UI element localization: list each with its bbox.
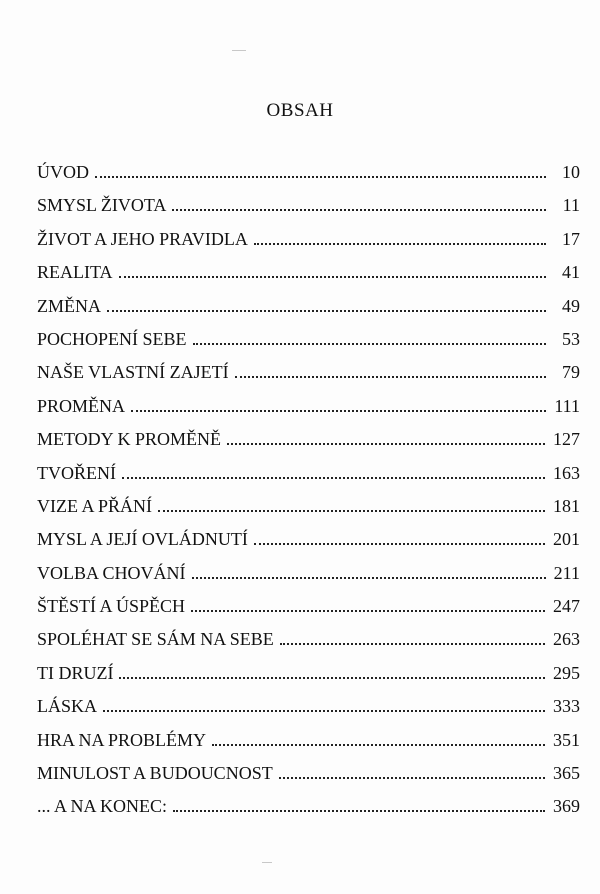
toc-entry-label: MYSL A JEJÍ OVLÁDNUTÍ bbox=[37, 529, 248, 550]
toc-dot-leader bbox=[172, 209, 546, 211]
toc-dot-leader bbox=[173, 810, 545, 812]
toc-dot-leader bbox=[191, 610, 545, 612]
toc-entry-label: SPOLÉHAT SE SÁM NA SEBE bbox=[37, 629, 274, 650]
toc-dot-leader bbox=[119, 276, 546, 278]
toc-entry-label: NAŠE VLASTNÍ ZAJETÍ bbox=[37, 362, 229, 383]
toc-entry bbox=[37, 457, 580, 490]
toc-entry-page-number: 369 bbox=[553, 796, 580, 817]
toc-dot-leader bbox=[103, 710, 545, 712]
toc-entry-label: VOLBA CHOVÁNÍ bbox=[37, 562, 186, 583]
toc-entry-label: TI DRUZÍ bbox=[37, 662, 114, 683]
toc-dot-leader bbox=[254, 243, 546, 245]
toc-dot-leader bbox=[280, 643, 545, 645]
toc-dot-leader bbox=[254, 543, 545, 545]
toc-entry bbox=[37, 290, 580, 323]
toc-entry-label: VIZE A PŘÁNÍ bbox=[37, 495, 153, 516]
toc-dot-leader bbox=[235, 376, 546, 378]
toc-entry-page-number: 10 bbox=[562, 162, 580, 182]
toc-entry-label: ŠTĚSTÍ A ÚSPĚCH bbox=[37, 596, 186, 617]
toc-dot-leader bbox=[95, 176, 546, 178]
toc-entry-page-number: 111 bbox=[554, 395, 580, 416]
toc-entry-page-number: 333 bbox=[553, 696, 580, 717]
toc-entry-page-number: 163 bbox=[553, 462, 580, 483]
toc-entry bbox=[37, 490, 580, 523]
toc-entry-label: REALITA bbox=[37, 262, 113, 283]
scan-artifact-top bbox=[232, 50, 246, 51]
toc-entry-page-number: 41 bbox=[562, 262, 580, 283]
toc-entry-label: PROMĚNA bbox=[37, 395, 126, 416]
toc-entry bbox=[37, 590, 580, 623]
toc-entry-label: TVOŘENÍ bbox=[37, 462, 116, 483]
toc-entry-page-number: 49 bbox=[562, 295, 580, 316]
toc-entry-label: ... A NA KONEC: bbox=[37, 796, 168, 817]
toc-title: OBSAH bbox=[266, 100, 334, 121]
toc-entry-label: ZMĚNA bbox=[37, 295, 101, 316]
toc-entry-page-number: 127 bbox=[553, 429, 580, 450]
toc-dot-leader bbox=[131, 410, 546, 412]
toc-dot-leader bbox=[122, 477, 545, 479]
toc-dot-leader bbox=[227, 443, 545, 445]
toc-entry-page-number: 211 bbox=[553, 562, 580, 583]
toc-entry bbox=[37, 423, 580, 456]
toc-entry bbox=[37, 724, 580, 757]
toc-dot-leader bbox=[107, 310, 546, 312]
toc-entry-label: HRA NA PROBLÉMY bbox=[37, 729, 207, 750]
toc-dot-leader bbox=[279, 777, 545, 779]
toc-entry-label: SMYSL ŽIVOTA bbox=[37, 195, 167, 216]
toc-entry bbox=[37, 356, 580, 389]
toc-dot-leader bbox=[193, 343, 546, 345]
toc-entry bbox=[37, 557, 580, 590]
toc-entry bbox=[37, 657, 580, 690]
toc-entry bbox=[37, 323, 580, 356]
toc-entry-label: MINULOST A BUDOUCNOST bbox=[37, 763, 273, 784]
toc-entry bbox=[37, 156, 580, 189]
toc-entry-page-number: 11 bbox=[562, 195, 580, 216]
toc-dot-leader bbox=[158, 510, 545, 512]
toc-entry bbox=[37, 523, 580, 556]
toc-entry-page-number: 351 bbox=[553, 729, 580, 750]
toc-entry bbox=[37, 223, 580, 256]
toc-entry bbox=[37, 790, 580, 823]
toc-entry-label: ŽIVOT A JEHO PRAVIDLA bbox=[37, 228, 248, 249]
scan-artifact-bottom bbox=[262, 862, 272, 863]
toc-entry-label: LÁSKA bbox=[37, 696, 98, 717]
toc-entry-page-number: 201 bbox=[553, 529, 580, 550]
toc-dot-leader bbox=[212, 744, 545, 746]
toc-entry bbox=[37, 390, 580, 423]
toc-entry-page-number: 181 bbox=[553, 495, 580, 516]
toc-entry bbox=[37, 690, 580, 723]
toc-entry-label: ÚVOD bbox=[37, 162, 89, 182]
toc-entry bbox=[37, 757, 580, 790]
toc-entry-page-number: 365 bbox=[553, 763, 580, 784]
toc-entry-page-number: 247 bbox=[553, 596, 580, 617]
toc-entry-page-number: 17 bbox=[562, 228, 580, 249]
toc-entry bbox=[37, 256, 580, 289]
table-of-contents bbox=[37, 156, 580, 824]
toc-dot-leader bbox=[119, 677, 545, 679]
toc-entry bbox=[37, 189, 580, 222]
toc-entry-page-number: 263 bbox=[553, 629, 580, 650]
toc-entry-label: METODY K PROMĚNĚ bbox=[37, 429, 222, 450]
toc-entry-page-number: 79 bbox=[562, 362, 580, 383]
toc-entry-label: POCHOPENÍ SEBE bbox=[37, 328, 187, 349]
toc-entry bbox=[37, 623, 580, 656]
toc-dot-leader bbox=[192, 577, 546, 579]
toc-entry-page-number: 295 bbox=[553, 662, 580, 683]
toc-entry-page-number: 53 bbox=[562, 328, 580, 349]
